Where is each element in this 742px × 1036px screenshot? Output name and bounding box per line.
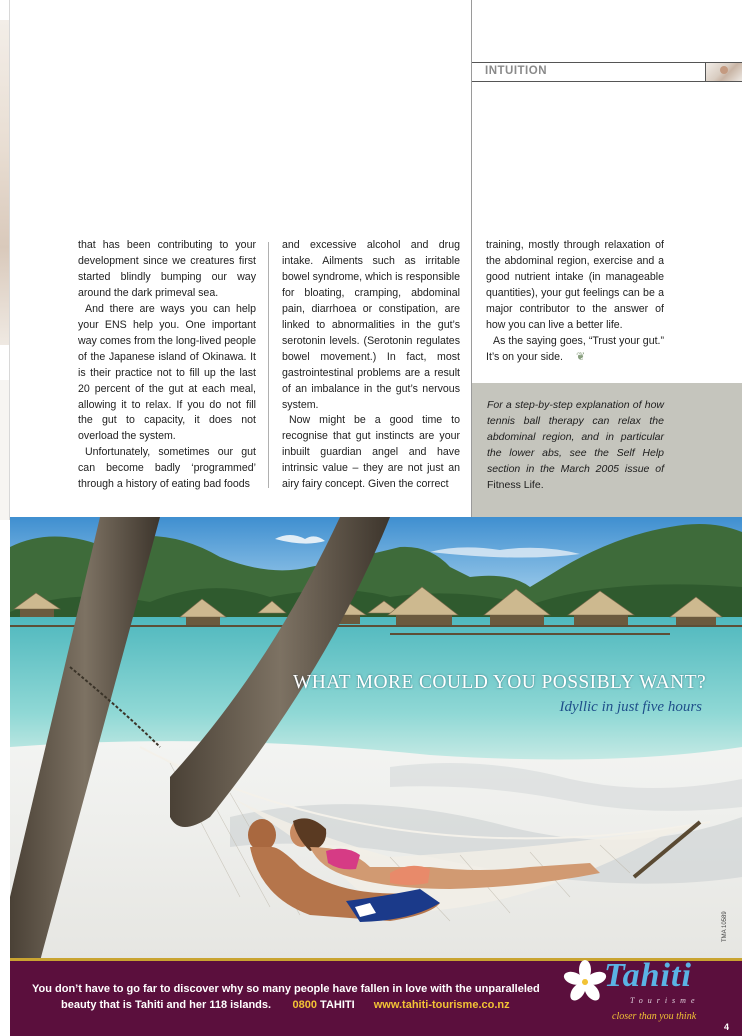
section-thumbnail bbox=[705, 63, 742, 81]
closing-sentence: As the saying goes, “Trust your gut.” It’s on your side. bbox=[486, 334, 664, 363]
column-rule bbox=[268, 242, 269, 488]
beach-photo bbox=[10, 517, 742, 961]
ad-subline: Idyllic in just five hours bbox=[559, 699, 702, 715]
paragraph: training, mostly through relaxation of the abdominal region, exercise and a good nutrient intake (in manageable quantities), your gut feelings can be a major contributor to the answer of how you can live a better life. bbox=[486, 239, 664, 331]
tiare-flower-icon bbox=[562, 959, 608, 1005]
section-header bbox=[472, 62, 742, 82]
phone-word: TAHITI bbox=[320, 999, 355, 1011]
paragraph: Now might be a good time to recognise that gut instincts are your inbuilt guardian angel and have intrinsic value – they are not just an airy fairy concept. Given the correct bbox=[282, 414, 460, 491]
paragraph: And there are ways you can help your ENS help you. One important way comes from the long-lived people of the Japanese island of Okinawa. It is their practice not to fill up the last 20 percent of the gut at each meal, allowing it to relax. If you do not fill the gut to capacity, it does not overload the system. bbox=[78, 302, 256, 443]
paragraph: and excessive alcohol and drug intake. Ailments such as irritable bowel syndrome, which is responsible for bloating, cramping, abdominal pain, diarrhoea or constipation, are linked to abnormalities in the gut’s serotonin levels. (Serotonin regulates bowel movement.) In fact, most gastrointestinal problems are a result of an imbalance in the gut’s nervous system. bbox=[282, 239, 460, 411]
article-column-1 bbox=[78, 238, 256, 493]
brand-subtitle: Tourisme bbox=[630, 996, 700, 1005]
callout-text bbox=[487, 397, 664, 493]
paragraph: that has been contributing to your development since we creatures first started blindly bumping our way around the dark primeval sea. bbox=[78, 239, 256, 299]
callout-body: For a step-by-step explanation of how tennis ball therapy can relax the abdominal region, and in particular the lower abs, see the Self Help section in the March 2005 issue of bbox=[487, 399, 664, 475]
ad-website-link[interactable]: www.tahiti-tourisme.co.nz bbox=[373, 999, 510, 1011]
ad-code: TMA 10589 bbox=[722, 911, 728, 942]
phone-number: 0800 bbox=[292, 999, 317, 1011]
tahiti-advertisement bbox=[10, 517, 742, 1036]
article-column-2 bbox=[282, 238, 460, 493]
callout-box bbox=[472, 383, 742, 517]
magazine-name: Fitness Life. bbox=[487, 479, 544, 491]
ad-band-text-line1: You don’t have to go far to discover why so many people have fallen in love with the unparalleled bbox=[32, 983, 540, 995]
ad-headline: WHAT MORE COULD YOU POSSIBLY WANT? bbox=[292, 672, 706, 693]
brand-name: Tahiti bbox=[604, 957, 692, 994]
article-column-3 bbox=[486, 238, 664, 366]
brand-tagline: closer than you think bbox=[612, 1011, 697, 1022]
gutter-line bbox=[9, 0, 10, 520]
ad-band-text: beauty that is Tahiti and her 118 islands. bbox=[61, 999, 272, 1011]
paragraph-final bbox=[486, 334, 664, 366]
end-mark-icon: ❦ bbox=[575, 350, 586, 363]
page-corner-mark: 4 bbox=[724, 1022, 730, 1032]
facing-page-photo-edge bbox=[0, 20, 9, 345]
tahiti-tourisme-logo bbox=[562, 959, 742, 1036]
facing-page-edge bbox=[0, 380, 9, 520]
section-label: INTUITION bbox=[485, 65, 547, 77]
ad-band-text-line2 bbox=[61, 999, 510, 1011]
paragraph: Unfortunately, sometimes our gut can become badly ‘programmed’ through a history of eating bad foods bbox=[78, 446, 256, 491]
